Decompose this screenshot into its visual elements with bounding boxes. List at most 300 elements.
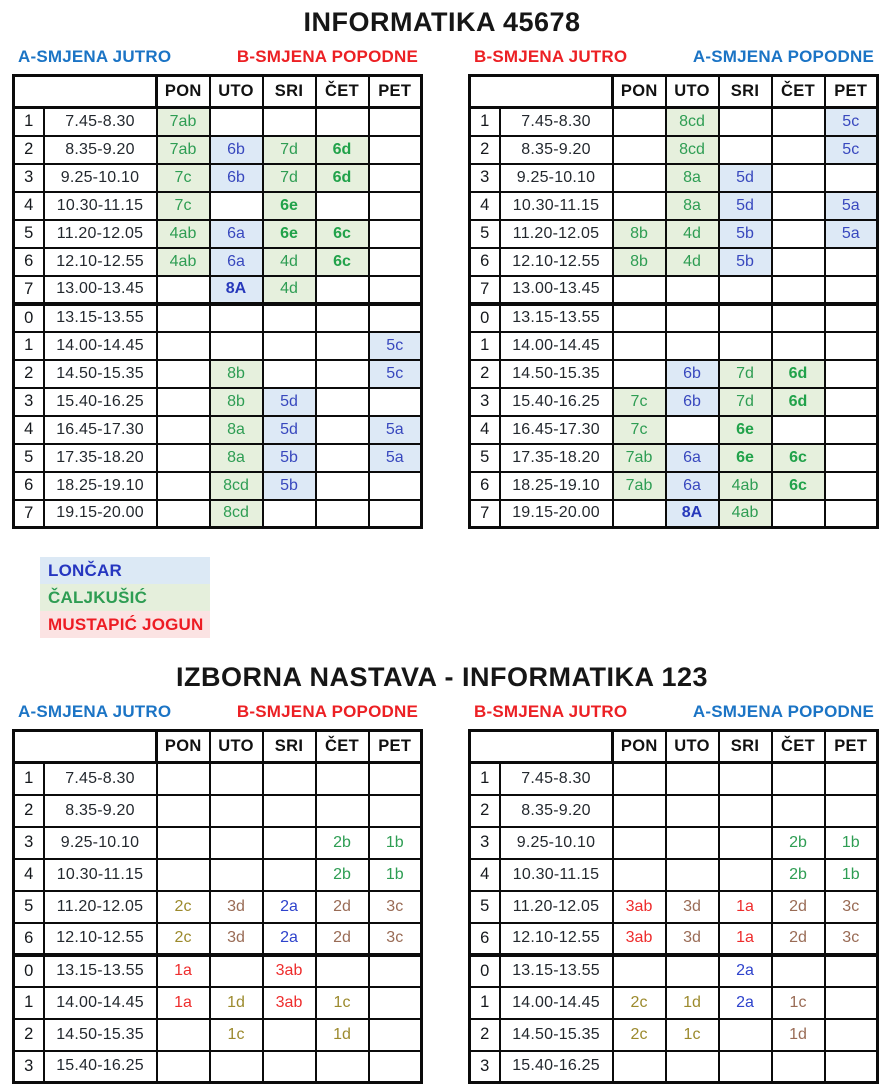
empty-cell: [210, 859, 263, 891]
period-number-cell: 1: [14, 987, 44, 1019]
time-cell: 9.25-10.10: [500, 164, 613, 192]
timetable-row: [14, 444, 422, 472]
timetable-row: [470, 248, 878, 276]
lesson-cell: 4d: [666, 220, 719, 248]
time-cell: 15.40-16.25: [500, 388, 613, 416]
lesson-cell: 1b: [825, 827, 878, 859]
lesson-cell: 3c: [825, 891, 878, 923]
empty-cell: [613, 1051, 666, 1083]
empty-cell: [369, 1019, 422, 1051]
timetable-row: [14, 472, 422, 500]
period-number-cell: 1: [470, 332, 500, 360]
lesson-cell: 7c: [613, 416, 666, 444]
empty-cell: [825, 388, 878, 416]
legend-item-blue: LONČAR: [40, 557, 210, 584]
period-number-cell: 3: [14, 1051, 44, 1083]
time-cell: 15.40-16.25: [500, 1051, 613, 1083]
timetable-row: [14, 388, 422, 416]
empty-cell: [613, 276, 666, 304]
corner-cell: [470, 731, 613, 763]
shift-labels: [12, 702, 420, 722]
day-header-cell: SRI: [263, 731, 316, 763]
empty-cell: [613, 827, 666, 859]
day-header-cell: PON: [613, 731, 666, 763]
empty-cell: [666, 859, 719, 891]
period-number-cell: 5: [14, 891, 44, 923]
period-number-cell: 4: [470, 192, 500, 220]
empty-cell: [825, 444, 878, 472]
timetable-row: [14, 1051, 422, 1083]
lesson-cell: 2b: [772, 827, 825, 859]
time-cell: 12.10-12.55: [44, 248, 157, 276]
timetable-row: [470, 955, 878, 987]
shift-labels: [468, 47, 876, 67]
empty-cell: [263, 332, 316, 360]
period-number-cell: 2: [14, 136, 44, 164]
empty-cell: [157, 416, 210, 444]
time-cell: 9.25-10.10: [44, 827, 157, 859]
empty-cell: [825, 500, 878, 528]
timetable: [468, 74, 879, 529]
timetable-row: [14, 416, 422, 444]
lesson-cell: 2b: [316, 859, 369, 891]
empty-cell: [666, 955, 719, 987]
empty-cell: [157, 472, 210, 500]
period-number-cell: 7: [14, 500, 44, 528]
timetable-row: [470, 136, 878, 164]
day-header-cell: ČET: [316, 76, 369, 108]
lesson-cell: 3d: [210, 891, 263, 923]
empty-cell: [772, 164, 825, 192]
shift-labels: [12, 47, 420, 67]
lesson-cell: 6d: [772, 360, 825, 388]
period-number-cell: 3: [14, 827, 44, 859]
empty-cell: [772, 955, 825, 987]
empty-cell: [210, 108, 263, 136]
period-number-cell: 1: [14, 763, 44, 795]
lesson-cell: 2b: [772, 859, 825, 891]
time-cell: 15.40-16.25: [44, 388, 157, 416]
period-number-cell: 0: [14, 304, 44, 332]
shift-label: B-SMJENA POPODNE: [236, 702, 418, 721]
period-number-cell: 6: [14, 923, 44, 955]
lesson-cell: 2a: [719, 955, 772, 987]
day-header-cell: PET: [369, 731, 422, 763]
empty-cell: [263, 763, 316, 795]
lesson-cell: 1d: [210, 987, 263, 1019]
empty-cell: [772, 276, 825, 304]
timetable-row: [470, 304, 878, 332]
empty-cell: [263, 1051, 316, 1083]
timetable-row: [470, 220, 878, 248]
time-cell: 9.25-10.10: [44, 164, 157, 192]
lesson-cell: 1d: [666, 987, 719, 1019]
empty-cell: [316, 276, 369, 304]
lesson-cell: 1d: [316, 1019, 369, 1051]
lesson-cell: 3c: [369, 923, 422, 955]
period-number-cell: 1: [470, 108, 500, 136]
shift-label: B-SMJENA JUTRO: [474, 702, 628, 721]
period-number-cell: 1: [470, 987, 500, 1019]
period-number-cell: 4: [470, 416, 500, 444]
top-tables-row: [0, 38, 884, 529]
lesson-cell: 1b: [825, 859, 878, 891]
time-cell: 15.40-16.25: [44, 1051, 157, 1083]
empty-cell: [825, 276, 878, 304]
lesson-cell: 8A: [666, 500, 719, 528]
day-header-cell: PET: [825, 731, 878, 763]
lesson-cell: 1a: [157, 987, 210, 1019]
empty-cell: [369, 164, 422, 192]
lesson-cell: 1d: [772, 1019, 825, 1051]
lesson-cell: 4ab: [157, 220, 210, 248]
timetable-row: [470, 1019, 878, 1051]
lesson-cell: 8cd: [666, 108, 719, 136]
timetable-row: [470, 987, 878, 1019]
empty-cell: [157, 763, 210, 795]
timetable-row: [14, 987, 422, 1019]
empty-cell: [210, 1051, 263, 1083]
timetable-row: [470, 827, 878, 859]
period-number-cell: 3: [470, 388, 500, 416]
shift-labels: [468, 702, 876, 722]
lesson-cell: 5d: [719, 192, 772, 220]
empty-cell: [825, 1051, 878, 1083]
time-cell: 17.35-18.20: [500, 444, 613, 472]
period-number-cell: 6: [470, 923, 500, 955]
lesson-cell: 4d: [263, 248, 316, 276]
day-header-cell: PON: [613, 76, 666, 108]
lesson-cell: 3ab: [613, 891, 666, 923]
lesson-cell: 6d: [316, 164, 369, 192]
empty-cell: [369, 304, 422, 332]
timetable-row: [470, 444, 878, 472]
lesson-cell: 7d: [263, 136, 316, 164]
empty-cell: [719, 763, 772, 795]
lesson-cell: 5d: [263, 388, 316, 416]
lesson-cell: 7c: [613, 388, 666, 416]
lesson-cell: 6d: [772, 388, 825, 416]
lesson-cell: 3d: [210, 923, 263, 955]
empty-cell: [666, 827, 719, 859]
empty-cell: [157, 1019, 210, 1051]
empty-cell: [613, 763, 666, 795]
timetable-row: [470, 360, 878, 388]
period-number-cell: 7: [14, 276, 44, 304]
time-cell: 14.50-15.35: [500, 360, 613, 388]
empty-cell: [210, 192, 263, 220]
period-number-cell: 4: [14, 192, 44, 220]
lesson-cell: 2a: [719, 987, 772, 1019]
empty-cell: [369, 220, 422, 248]
empty-cell: [316, 388, 369, 416]
lesson-cell: 2d: [772, 891, 825, 923]
lesson-cell: 3d: [666, 923, 719, 955]
empty-cell: [772, 332, 825, 360]
lesson-cell: 8a: [666, 192, 719, 220]
lesson-cell: 2a: [263, 891, 316, 923]
empty-cell: [157, 304, 210, 332]
period-number-cell: 3: [470, 1051, 500, 1083]
lesson-cell: 5d: [263, 416, 316, 444]
period-number-cell: 1: [14, 108, 44, 136]
period-number-cell: 3: [14, 388, 44, 416]
lesson-cell: 6b: [210, 164, 263, 192]
empty-cell: [316, 108, 369, 136]
period-number-cell: 1: [470, 763, 500, 795]
timetable: [12, 729, 423, 1084]
period-number-cell: 5: [14, 220, 44, 248]
lesson-cell: 6b: [666, 360, 719, 388]
period-number-cell: 7: [470, 276, 500, 304]
empty-cell: [210, 955, 263, 987]
empty-cell: [316, 500, 369, 528]
lesson-cell: 6c: [772, 472, 825, 500]
period-number-cell: 2: [14, 1019, 44, 1051]
empty-cell: [825, 164, 878, 192]
time-cell: 13.15-13.55: [500, 304, 613, 332]
empty-cell: [613, 108, 666, 136]
time-cell: 14.50-15.35: [44, 360, 157, 388]
time-cell: 10.30-11.15: [44, 859, 157, 891]
shift-label: A-SMJENA POPODNE: [692, 47, 874, 66]
empty-cell: [825, 248, 878, 276]
timetable-row: [14, 136, 422, 164]
lesson-cell: 3c: [369, 891, 422, 923]
lesson-cell: 5d: [719, 164, 772, 192]
shift-label: A-SMJENA JUTRO: [18, 47, 172, 66]
time-cell: 12.10-12.55: [500, 248, 613, 276]
timetable-row: [470, 763, 878, 795]
time-cell: 14.50-15.35: [44, 1019, 157, 1051]
empty-cell: [825, 763, 878, 795]
period-number-cell: 2: [470, 360, 500, 388]
period-number-cell: 2: [470, 1019, 500, 1051]
lesson-cell: 3ab: [263, 987, 316, 1019]
empty-cell: [369, 192, 422, 220]
empty-cell: [263, 500, 316, 528]
time-cell: 17.35-18.20: [44, 444, 157, 472]
lesson-cell: 5c: [825, 136, 878, 164]
empty-cell: [825, 416, 878, 444]
lesson-cell: 6a: [666, 444, 719, 472]
empty-cell: [316, 304, 369, 332]
lesson-cell: 8cd: [210, 472, 263, 500]
period-number-cell: 4: [14, 859, 44, 891]
timetable-row: [14, 164, 422, 192]
lesson-cell: 2c: [157, 891, 210, 923]
empty-cell: [263, 360, 316, 388]
time-cell: 13.15-13.55: [44, 304, 157, 332]
empty-cell: [316, 955, 369, 987]
lesson-cell: 5c: [825, 108, 878, 136]
lesson-cell: 6a: [210, 220, 263, 248]
time-cell: 14.00-14.45: [500, 332, 613, 360]
period-number-cell: 2: [470, 136, 500, 164]
shift-label: B-SMJENA POPODNE: [236, 47, 418, 66]
lesson-cell: 7ab: [613, 444, 666, 472]
empty-cell: [613, 955, 666, 987]
lesson-cell: 6e: [263, 192, 316, 220]
lesson-cell: 8cd: [666, 136, 719, 164]
lesson-cell: 7d: [719, 360, 772, 388]
lesson-cell: 5a: [369, 416, 422, 444]
lesson-cell: 6b: [210, 136, 263, 164]
timetable-row: [470, 1051, 878, 1083]
lesson-cell: 8a: [666, 164, 719, 192]
empty-cell: [825, 360, 878, 388]
lesson-cell: 7ab: [613, 472, 666, 500]
time-cell: 14.00-14.45: [44, 987, 157, 1019]
lesson-cell: 4ab: [719, 472, 772, 500]
lesson-cell: 6b: [666, 388, 719, 416]
lesson-cell: 1a: [719, 891, 772, 923]
timetable-row: [470, 923, 878, 955]
time-cell: 13.15-13.55: [500, 955, 613, 987]
empty-cell: [719, 332, 772, 360]
day-header-cell: PON: [157, 76, 210, 108]
lesson-cell: 8b: [613, 248, 666, 276]
lesson-cell: 2d: [772, 923, 825, 955]
time-cell: 10.30-11.15: [500, 859, 613, 891]
timetable-row: [470, 500, 878, 528]
empty-cell: [369, 276, 422, 304]
time-cell: 7.45-8.30: [44, 108, 157, 136]
timetable-row: [470, 332, 878, 360]
period-number-cell: 2: [470, 795, 500, 827]
empty-cell: [369, 472, 422, 500]
lesson-cell: 6e: [719, 444, 772, 472]
timetable-row: [470, 192, 878, 220]
empty-cell: [157, 388, 210, 416]
period-number-cell: 5: [470, 444, 500, 472]
lesson-cell: 1c: [316, 987, 369, 1019]
empty-cell: [157, 444, 210, 472]
page-title: INFORMATIKA 45678: [303, 7, 581, 37]
empty-cell: [263, 859, 316, 891]
timetable-row: [14, 360, 422, 388]
period-number-cell: 4: [14, 416, 44, 444]
empty-cell: [613, 192, 666, 220]
empty-cell: [719, 108, 772, 136]
time-cell: 19.15-20.00: [44, 500, 157, 528]
empty-cell: [316, 763, 369, 795]
empty-cell: [157, 500, 210, 528]
teacher-legend: [40, 557, 210, 638]
lesson-cell: 5b: [263, 472, 316, 500]
lesson-cell: 6d: [316, 136, 369, 164]
lesson-cell: 7c: [157, 164, 210, 192]
shift-label: A-SMJENA JUTRO: [18, 702, 172, 721]
lesson-cell: 1a: [157, 955, 210, 987]
time-cell: 7.45-8.30: [500, 108, 613, 136]
lesson-cell: 3ab: [613, 923, 666, 955]
lesson-cell: 7d: [263, 164, 316, 192]
day-header-cell: ČET: [772, 76, 825, 108]
timetable-row: [14, 108, 422, 136]
shift-label: B-SMJENA JUTRO: [474, 47, 628, 66]
empty-cell: [825, 332, 878, 360]
timetable-row: [14, 192, 422, 220]
lesson-cell: 1a: [719, 923, 772, 955]
lesson-cell: 5a: [369, 444, 422, 472]
empty-cell: [613, 332, 666, 360]
empty-cell: [666, 1051, 719, 1083]
empty-cell: [210, 795, 263, 827]
empty-cell: [157, 276, 210, 304]
timetable: [12, 74, 423, 529]
empty-cell: [157, 827, 210, 859]
lesson-cell: 2c: [613, 1019, 666, 1051]
empty-cell: [210, 332, 263, 360]
empty-cell: [772, 1051, 825, 1083]
lesson-cell: 2a: [263, 923, 316, 955]
time-cell: 10.30-11.15: [44, 192, 157, 220]
lesson-cell: 5c: [369, 332, 422, 360]
lesson-cell: 6c: [316, 220, 369, 248]
lesson-cell: 4ab: [719, 500, 772, 528]
empty-cell: [369, 763, 422, 795]
page-title-izborna: IZBORNA NASTAVA - INFORMATIKA 123: [176, 662, 708, 692]
timetable-row: [14, 248, 422, 276]
lesson-cell: 4d: [263, 276, 316, 304]
time-cell: 18.25-19.10: [500, 472, 613, 500]
empty-cell: [263, 827, 316, 859]
empty-cell: [316, 416, 369, 444]
period-number-cell: 6: [470, 248, 500, 276]
empty-cell: [210, 827, 263, 859]
timetable-row: [470, 416, 878, 444]
empty-cell: [613, 164, 666, 192]
timetable-block: [12, 693, 420, 1084]
lesson-cell: 4d: [666, 248, 719, 276]
timetable-row: [14, 795, 422, 827]
period-number-cell: 0: [470, 955, 500, 987]
lesson-cell: 1c: [772, 987, 825, 1019]
time-cell: 11.20-12.05: [44, 891, 157, 923]
empty-cell: [613, 795, 666, 827]
period-number-cell: 7: [470, 500, 500, 528]
time-cell: 8.35-9.20: [44, 795, 157, 827]
empty-cell: [369, 987, 422, 1019]
period-number-cell: 6: [14, 472, 44, 500]
empty-cell: [719, 859, 772, 891]
time-cell: 13.00-13.45: [500, 276, 613, 304]
lesson-cell: 8a: [210, 444, 263, 472]
timetable-row: [14, 763, 422, 795]
legend-item-green: ČALJKUŠIĆ: [40, 584, 210, 611]
empty-cell: [772, 108, 825, 136]
empty-cell: [772, 416, 825, 444]
time-cell: 12.10-12.55: [500, 923, 613, 955]
time-cell: 16.45-17.30: [500, 416, 613, 444]
empty-cell: [719, 304, 772, 332]
lesson-cell: 5a: [825, 192, 878, 220]
time-cell: 14.00-14.45: [44, 332, 157, 360]
timetable-row: [14, 276, 422, 304]
lesson-cell: 8A: [210, 276, 263, 304]
lesson-cell: 7ab: [157, 136, 210, 164]
lesson-cell: 2b: [316, 827, 369, 859]
time-cell: 13.15-13.55: [44, 955, 157, 987]
time-cell: 11.20-12.05: [44, 220, 157, 248]
empty-cell: [666, 332, 719, 360]
timetable-row: [14, 332, 422, 360]
empty-cell: [316, 360, 369, 388]
empty-cell: [772, 220, 825, 248]
time-cell: 8.35-9.20: [500, 795, 613, 827]
empty-cell: [316, 795, 369, 827]
